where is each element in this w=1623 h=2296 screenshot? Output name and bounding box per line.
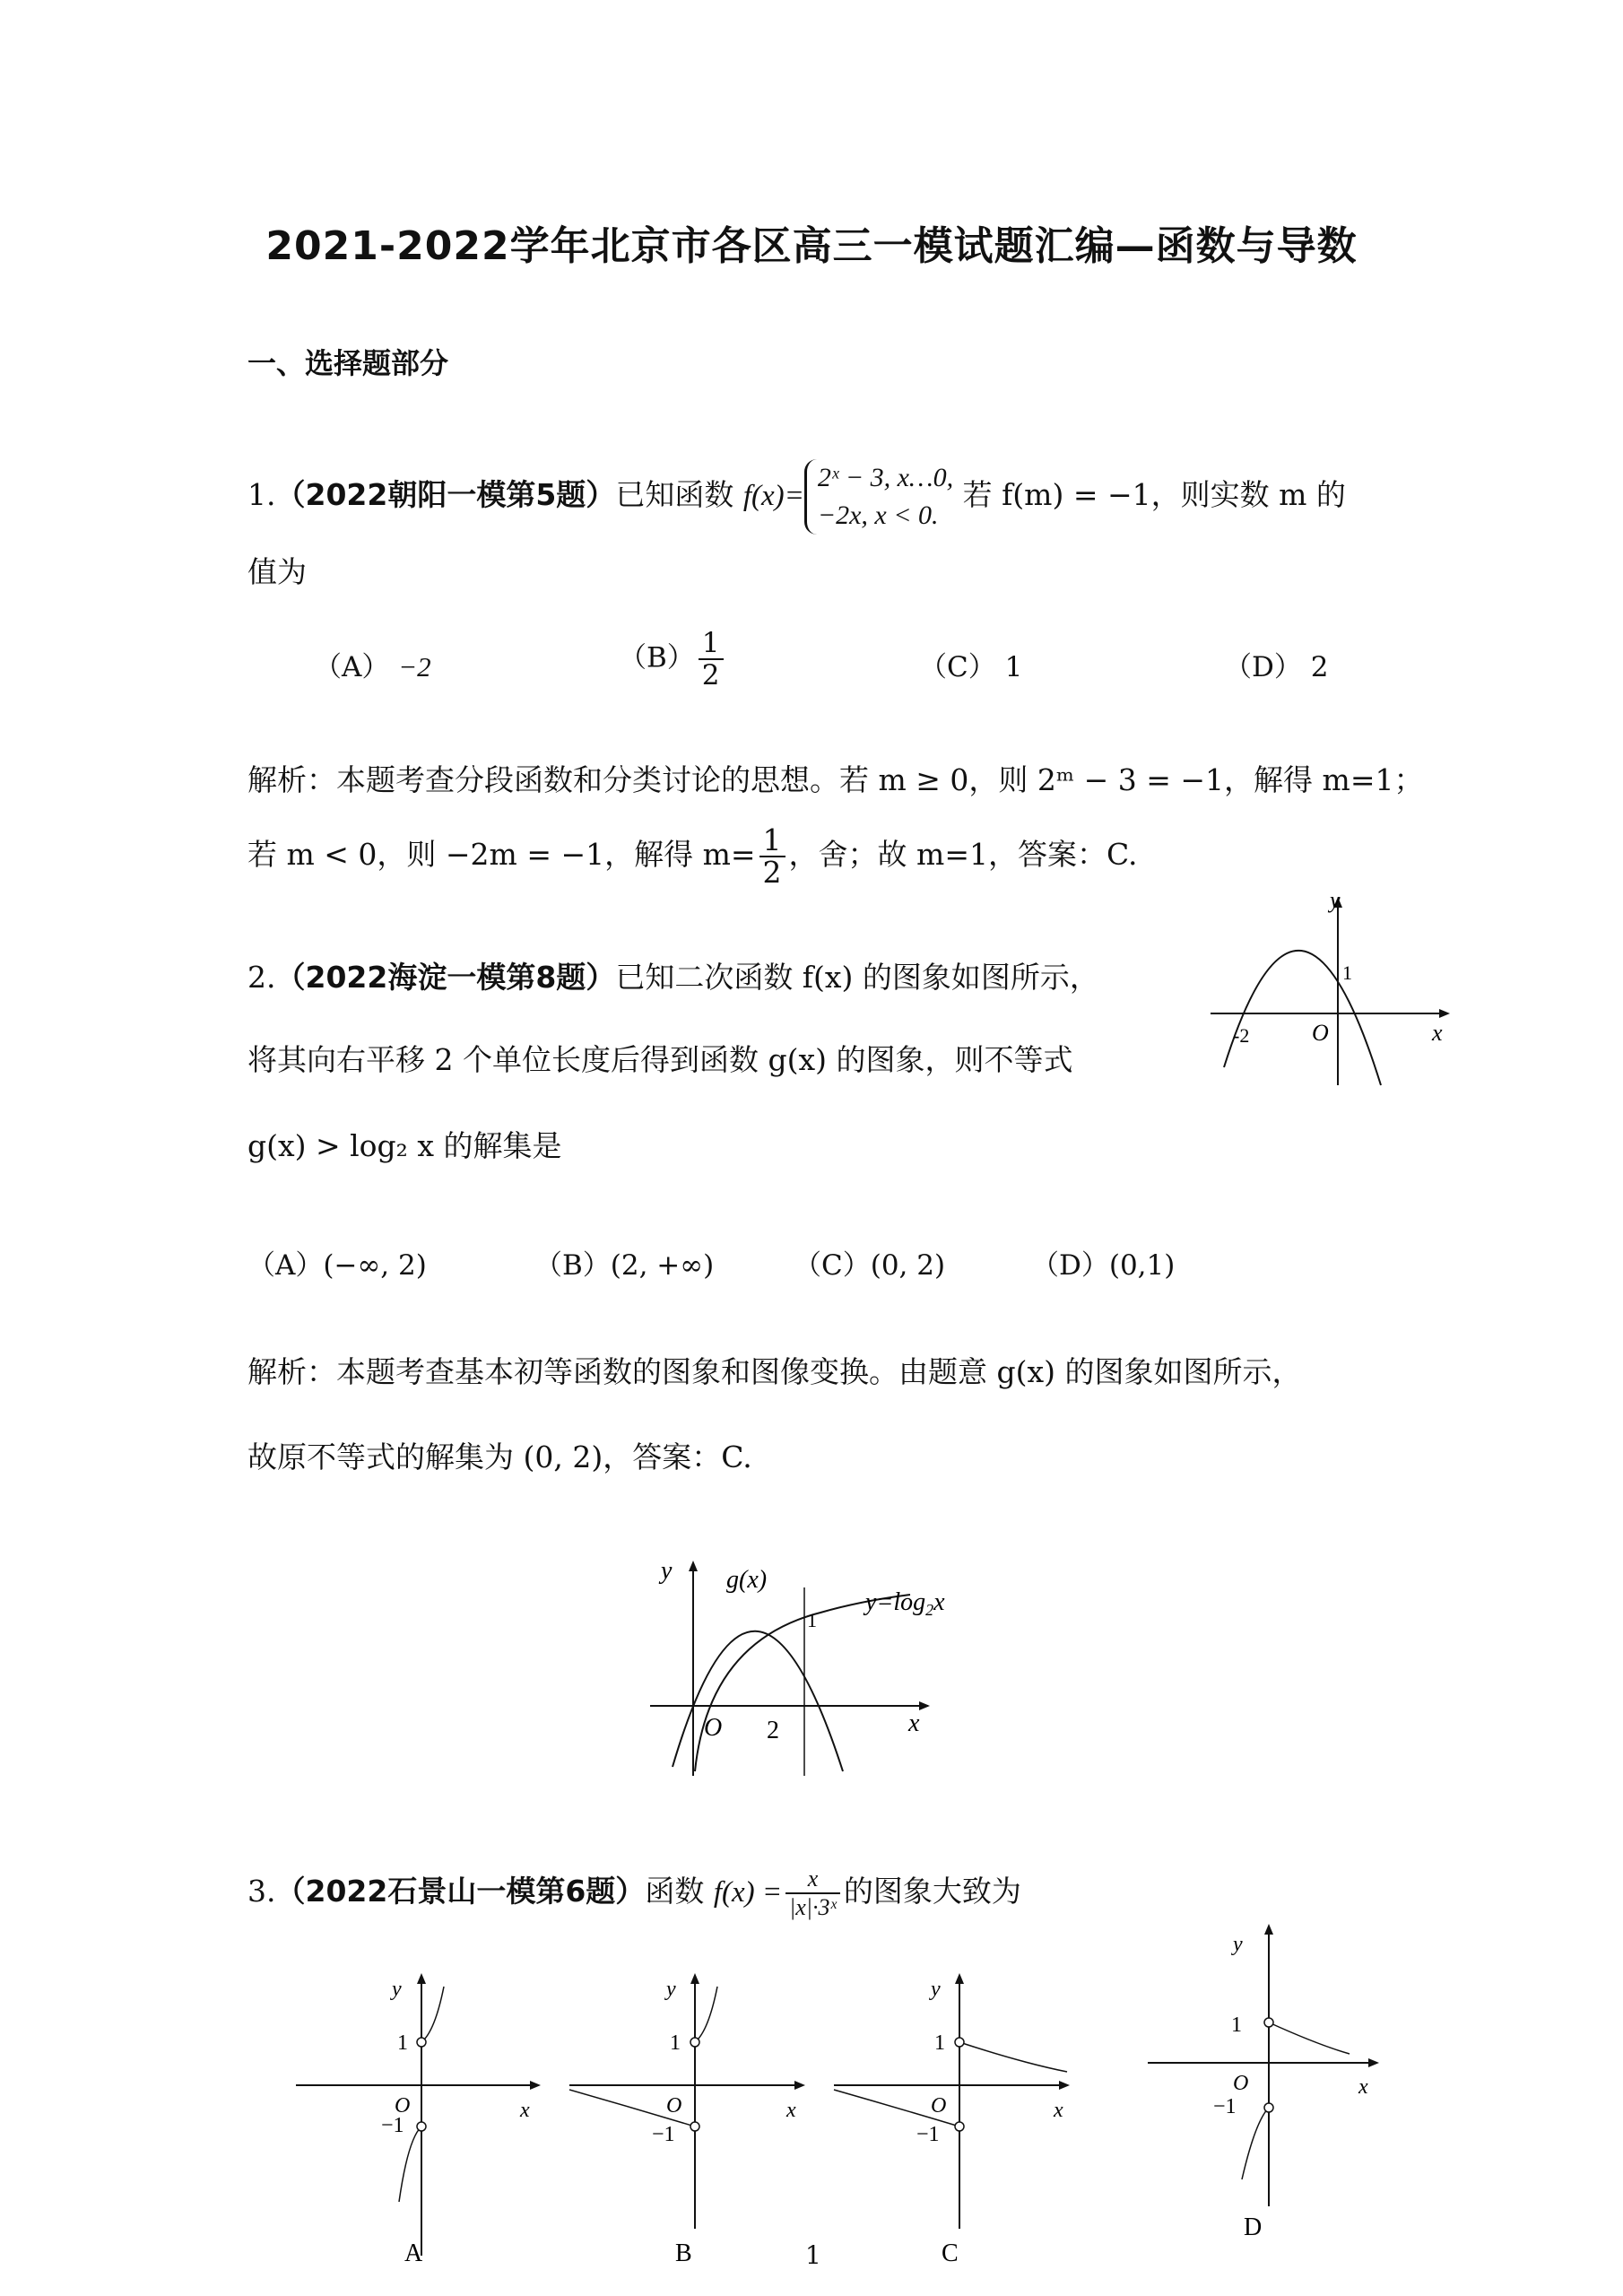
- svg-text:−1: −1: [652, 2123, 675, 2146]
- x-label: x: [908, 1709, 920, 1737]
- log-label: $y=\log_2x$: [865, 1588, 945, 1619]
- svg-text:O: O: [1233, 2072, 1249, 2095]
- x-label: x: [1432, 1020, 1443, 1046]
- graph-a: [291, 1960, 551, 2269]
- option-a: （A） −2: [314, 651, 431, 683]
- question-source: （2022海淀一模第8题）: [275, 960, 616, 995]
- parabola-curve: [1224, 951, 1381, 1085]
- question-1-stem: 1.（2022朝阳一模第5题）已知函数 f(x)= 2ˣ − 3, x…0, −2x, x < 0. 若 f(m) = −1，则实数 m 的: [247, 459, 1346, 535]
- origin-label: O: [1312, 1020, 1329, 1046]
- graph-letter: A: [404, 2239, 423, 2267]
- question-2-line2: 将其向右平移 2 个单位长度后得到函数 g(x) 的图象，则不等式: [247, 1042, 1073, 1077]
- x-axis-arrow: [1439, 1009, 1450, 1018]
- tick-2-label: 2: [767, 1717, 779, 1744]
- question-3-stem: 3.（2022石景山一模第6题）函数 f(x) = $\frac{x}{\text{|x|·3ˣ}}$ 的图象大致为: [247, 1866, 1021, 1920]
- y-label: y: [661, 1557, 673, 1585]
- page-number: 1: [805, 2240, 821, 2270]
- svg-text:−1: −1: [381, 2114, 404, 2137]
- x-axis-arrow: [919, 1701, 930, 1710]
- question-source: （2022朝阳一模第5题）: [275, 477, 616, 512]
- question-source: （2022石景山一模第6题）: [275, 1874, 646, 1909]
- graph-letter: C: [942, 2239, 959, 2267]
- tick-1-label: 1: [807, 1609, 817, 1631]
- option-b: （B） $\frac{1}{2}$: [619, 628, 727, 691]
- root-label: -2: [1233, 1024, 1250, 1047]
- analysis-2-line1: 解析：本题考查基本初等函数的图象和图像变换。由题意 g(x) 的图象如图所示，: [247, 1354, 1302, 1389]
- svg-text:x: x: [1358, 2075, 1368, 2099]
- figure-g-and-log: [641, 1552, 964, 1785]
- y-label: y: [1330, 888, 1341, 913]
- piecewise-definition: 2ˣ − 3, x…0, −2x, x < 0.: [804, 459, 953, 535]
- question-2-line3: g(x) > log₂ x 的解集是: [247, 1128, 562, 1163]
- svg-text:y: y: [1233, 1933, 1243, 1956]
- section-heading: 一、选择题部分: [247, 346, 449, 380]
- page-title: 2021-2022学年北京市各区高三一模试题汇编—函数与导数: [265, 223, 1358, 269]
- svg-text:−1: −1: [1213, 2095, 1237, 2118]
- graph-d: [1143, 1910, 1403, 2247]
- figure-parabola: [1206, 888, 1466, 1090]
- svg-text:O: O: [931, 2094, 947, 2118]
- g-label: g(x): [726, 1566, 768, 1594]
- q2-option-b: （B）(2, +∞): [534, 1249, 715, 1282]
- analysis-1-line2: 若 m < 0，则 −2m = −1，解得 m= $\frac{1}{2}$ ，舍；故 m=1，答案：C.: [247, 822, 1138, 890]
- svg-text:x: x: [520, 2099, 530, 2122]
- q2-option-d: （D）(0,1): [1031, 1249, 1176, 1282]
- open-circle: [417, 2038, 426, 2047]
- q2-option-a: （A）(−∞, 2): [247, 1249, 427, 1282]
- svg-text:1: 1: [1231, 2013, 1242, 2037]
- analysis-1-line1: 解析：本题考查分段函数和分类讨论的思想。若 m ≥ 0，则 2ᵐ − 3 = −1，解得 m=1；: [247, 762, 1424, 797]
- option-c: （C） 1: [919, 651, 1023, 683]
- question-number: 3.: [247, 1874, 276, 1909]
- question-number: 2.: [247, 960, 276, 995]
- svg-text:1: 1: [670, 2031, 681, 2055]
- open-circle: [417, 2122, 426, 2131]
- svg-text:1: 1: [397, 2031, 408, 2055]
- origin-label: O: [704, 1714, 723, 1742]
- curve-left: [399, 2126, 421, 2202]
- log-curve: [695, 1595, 910, 1771]
- question-number: 1.: [247, 477, 276, 512]
- question-1-stem-cont: 值为: [247, 554, 307, 589]
- question-2-line1: 2.（2022海淀一模第8题）已知二次函数 f(x) 的图象如图所示，: [247, 960, 1099, 995]
- svg-text:y: y: [666, 1978, 676, 2001]
- option-d: （D） 2: [1224, 651, 1329, 683]
- svg-text:x: x: [1054, 2099, 1063, 2122]
- svg-text:−1: −1: [916, 2123, 940, 2146]
- function-name: f(x)=: [742, 480, 804, 512]
- svg-text:O: O: [395, 2094, 411, 2118]
- y-axis-arrow: [689, 1561, 698, 1571]
- q2-option-c: （C）(0, 2): [794, 1249, 946, 1282]
- analysis-2-line2: 故原不等式的解集为 (0, 2)，答案：C.: [247, 1439, 752, 1474]
- graph-b: [560, 1960, 820, 2269]
- svg-text:y: y: [392, 1978, 402, 2001]
- graph-letter: D: [1244, 2213, 1263, 2241]
- graph-c: [825, 1960, 1085, 2269]
- svg-text:y: y: [931, 1978, 941, 2001]
- svg-text:x: x: [786, 2099, 796, 2122]
- y-intercept-label: 1: [1342, 961, 1352, 984]
- graph-letter: B: [675, 2239, 692, 2267]
- curve-right: [421, 1987, 444, 2042]
- svg-text:O: O: [666, 2094, 682, 2118]
- svg-text:1: 1: [934, 2031, 945, 2055]
